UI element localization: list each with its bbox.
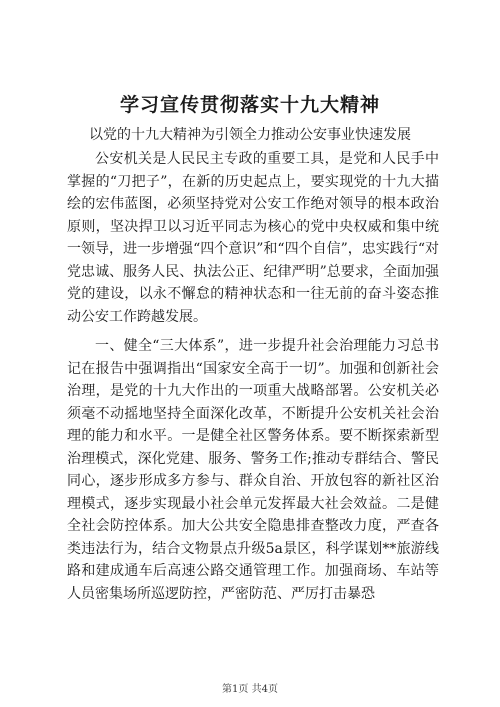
paragraph: 公安机关是人民民主专政的重要工具，是党和人民手中掌握的“刀把子”，在新的历史起点上，要实现党的十九大描绘的宏伟蓝图，必须坚持党对公安工作绝对领导的根本政治原则，坚决捍卫以习近平同志为核心的党中央权威和集中统一领导，进一步增强“四个意识”和“四个自信”，忠实践行“对党忠诚、服务人民、执法公正、纪律严明”总要求，全面加强党的建设，以永不懈怠的精神状态和一往无前的奋斗姿态推动公安工作跨越发展。 bbox=[67, 151, 439, 325]
document-body bbox=[67, 148, 439, 605]
document-subtitle: 以党的十九大精神为引领全力推动公安事业快速发展 bbox=[89, 127, 411, 143]
document-title: 学习宣传贯彻落实十九大精神 bbox=[119, 94, 380, 116]
page-footer: 第1页 共4页 bbox=[222, 684, 278, 695]
paragraph: 一、健全“三大体系”，进一步提升社会治理能力习总书记在报告中强调指出“国家安全高于一切”。加强和创新社会治理，是党的十九大作出的一项重大战略部署。公安机关必须毫不动摇地坚持全面深化改革，不断提升公安机关社会治理的能力和水平。一是健全社区警务体系。要不断探索新型治理模式，深化党建、服务、警务工作;推动专群结合、警民同心，逐步形成多方参与、群众自治、开放包容的新社区治理模式，逐步实现最小社会单元发挥最大社会效益。二是健全社会防控体系。加大公共安全隐患排查整改力度，严查各类违法行为，结合文物景点升级5a景区，科学谋划**旅游线路和建成通车后高速公路交通管理工作。加强商场、车站等人员密集场所巡逻防控，严密防范、严厉打击暴恐 bbox=[67, 338, 439, 602]
